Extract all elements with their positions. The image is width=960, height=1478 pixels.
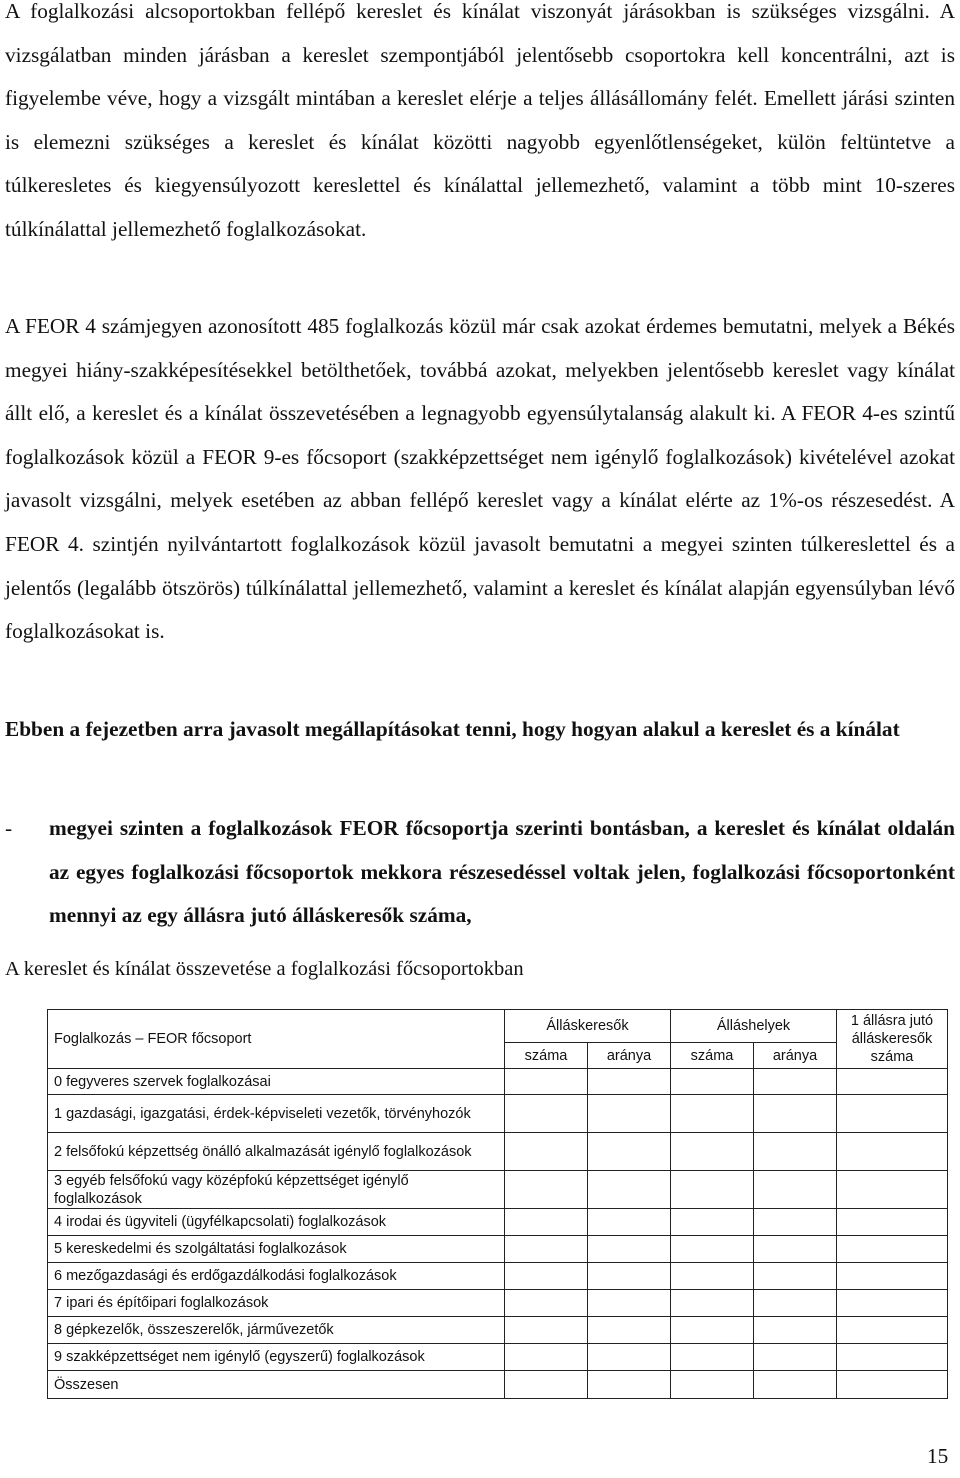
row-label: 8 gépkezelők, összeszerelők, járművezetők (48, 1317, 505, 1344)
header-ratio: 1 állásra jutó álláskeresők száma (837, 1010, 948, 1069)
subheader-count: száma (671, 1043, 754, 1069)
row-label: 3 egyéb felsőfokú vagy középfokú képzettséget igénylő foglalkozások (48, 1171, 505, 1209)
table-caption: A kereslet és kínálat összevetése a foglalkozási főcsoportokban (5, 958, 524, 980)
table-row (48, 1317, 948, 1344)
header-jobseekers: Álláskeresők (505, 1010, 671, 1043)
row-label: 5 kereskedelmi és szolgáltatási foglalkozások (48, 1236, 505, 1263)
bullet-marker: - (5, 816, 13, 840)
subheader-share: aránya (754, 1043, 837, 1069)
table-row-total (48, 1371, 948, 1399)
row-label: 1 gazdasági, igazgatási, érdek-képviseleti vezetők, törvényhozók (48, 1095, 505, 1133)
page-number: 15 (927, 1444, 949, 1468)
table-row (48, 1263, 948, 1290)
bullet-item (5, 807, 955, 938)
bullet-text: megyei szinten a foglalkozások FEOR főcsoportja szerinti bontásban, a kereslet és kínálat oldalán az egyes foglalkozási főcsoportok mekkora részesedéssel voltak jelen, foglalkozási főcsoportonként mennyi az egy állásra jutó álláskeresők száma, (49, 816, 955, 928)
table-row (48, 1133, 948, 1171)
section-heading: Ebben a fejezetben arra javasolt megállapításokat tenni, hogy hogyan alakul a kereslet és a kínálat (5, 717, 900, 741)
paragraph-2: A FEOR 4 számjegyen azonosított 485 foglalkozás közül már csak azokat érdemes bemutatni, melyek a Békés megyei hiány-szakképesítésekkel betölthetőek, továbbá azokat, melyekben jelentősebb kereslet vagy kínálat állt elő, a kereslet és a kínálat összevetésében a legnagyobb egyensúlytalanság alakult ki. A FEOR 4-es szintű foglalkozások közül a FEOR 9-es főcsoport (szakképzettséget nem igénylő foglalkozások) kivételével azokat javasolt vizsgálni, melyek esetében az abban fellépő kereslet vagy a kínálat elérte az 1%-os részesedést. A FEOR 4. szintjén nyilvántartott foglalkozások közül javasolt bemutatni a megyei szinten túlkereslettel és a jelentős (legalább ötszörös) túlkínálattal jellemezhető, valamint a kereslet és kínálat alapján egyensúlyban lévő foglalkozásokat is. (5, 314, 955, 644)
subheader-share: aránya (588, 1043, 671, 1069)
table-row (48, 1095, 948, 1133)
table-row (48, 1209, 948, 1236)
table-row (48, 1344, 948, 1371)
row-label: 6 mezőgazdasági és erdőgazdálkodási foglalkozások (48, 1263, 505, 1290)
feor-table (47, 1009, 948, 1399)
row-label: 4 irodai és ügyviteli (ügyfélkapcsolati) foglalkozások (48, 1209, 505, 1236)
subheader-count: száma (505, 1043, 588, 1069)
row-label: 7 ipari és építőipari foglalkozások (48, 1290, 505, 1317)
header-vacancies: Álláshelyek (671, 1010, 837, 1043)
paragraph-1: A foglalkozási alcsoportokban fellépő kereslet és kínálat viszonyát járásokban is szükséges vizsgálni. A vizsgálatban minden járásban a kereslet szempontjából jelentősebb csoportokra kell koncentrálni, azt is figyelembe véve, hogy a vizsgált mintában a kereslet elérje a teljes állásállomány felét. Emellett járási szinten is elemezni szükséges a kereslet és kínálat közötti nagyobb egyenlőtlenségeket, külön feltüntetve a túlkeresletes és kiegyensúlyozott kereslettel és kínálattal jellemezhető, valamint a több mint 10-szeres túlkínálattal jellemezhető foglalkozásokat. (5, 0, 955, 241)
row-label: 9 szakképzettséget nem igénylő (egyszerű) foglalkozások (48, 1344, 505, 1371)
table-row (48, 1290, 948, 1317)
table-row (48, 1069, 948, 1095)
table-row (48, 1171, 948, 1209)
row-label: 0 fegyveres szervek foglalkozásai (48, 1069, 505, 1095)
header-category: Foglalkozás – FEOR főcsoport (48, 1010, 505, 1069)
table-row (48, 1236, 948, 1263)
row-label: 2 felsőfokú képzettség önálló alkalmazását igénylő foglalkozások (48, 1133, 505, 1171)
row-label: Összesen (48, 1371, 505, 1399)
